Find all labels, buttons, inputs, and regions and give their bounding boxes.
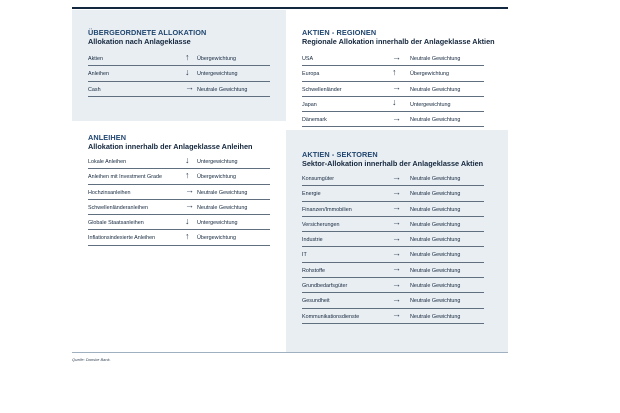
asset-name: Rohstoffe bbox=[302, 267, 325, 274]
allocation-row bbox=[88, 230, 270, 245]
equity-regions-subtitle: Regionale Allokation innerhalb der Anlageklasse Aktien bbox=[302, 37, 495, 46]
allocation-row bbox=[88, 82, 270, 97]
allocation-row bbox=[88, 66, 270, 81]
asset-name: Cash bbox=[88, 86, 101, 93]
weighting-label: Übergewichtung bbox=[197, 56, 236, 62]
bonds-title: ANLEIHEN bbox=[88, 133, 127, 142]
arrow-right-icon: → bbox=[392, 232, 401, 243]
arrow-right-icon: → bbox=[392, 186, 401, 197]
weighting-label: Neutrale Gewichtung bbox=[197, 86, 248, 93]
arrow-down-icon: ↓ bbox=[392, 97, 397, 108]
asset-name: Japan bbox=[302, 101, 317, 108]
arrow-up-icon: ↑ bbox=[185, 51, 190, 62]
asset-name: Industrie bbox=[302, 237, 323, 244]
asset-name: Inflationsindexierte Anleihen bbox=[88, 235, 156, 242]
weighting-label: Neutrale Gewichtung bbox=[410, 252, 461, 259]
allocation-row bbox=[302, 202, 484, 217]
allocation-row bbox=[302, 217, 484, 232]
weighting-label: Neutrale Gewichtung bbox=[197, 204, 248, 211]
arrow-down-icon: ↓ bbox=[185, 154, 190, 165]
weighting-label: Untergewichtung bbox=[197, 220, 238, 227]
arrow-right-icon: → bbox=[392, 217, 401, 228]
weighting-label: Neutrale Gewichtung bbox=[410, 267, 461, 274]
allocation-row bbox=[302, 263, 484, 278]
asset-name: Versicherungen bbox=[302, 221, 340, 228]
weighting-label: Neutrale Gewichtung bbox=[410, 221, 461, 228]
arrow-right-icon: → bbox=[185, 82, 194, 93]
arrow-right-icon: → bbox=[185, 200, 194, 211]
arrow-right-icon: → bbox=[392, 171, 401, 182]
asset-name: USA bbox=[302, 56, 314, 62]
weighting-label: Neutrale Gewichtung bbox=[410, 117, 461, 124]
arrow-down-icon: ↓ bbox=[185, 215, 190, 226]
equity-regions-header bbox=[302, 28, 495, 46]
weighting-label: Neutrale Gewichtung bbox=[410, 86, 461, 93]
arrow-right-icon: → bbox=[392, 202, 401, 213]
equity-sectors-title: AKTIEN - SEKTOREN bbox=[302, 150, 378, 159]
allocation-row bbox=[302, 278, 484, 293]
asset-name: Grundbedarfsgüter bbox=[302, 283, 348, 290]
overall-allocation-subtitle: Allokation nach Anlageklasse bbox=[88, 37, 191, 46]
asset-name: Schwellenländer bbox=[302, 86, 342, 93]
overall-allocation-header bbox=[88, 28, 206, 46]
weighting-label: Neutrale Gewichtung bbox=[410, 176, 461, 182]
arrow-right-icon: → bbox=[185, 185, 194, 196]
overall-allocation-title: ÜBERGEORDNETE ALLOKATION bbox=[88, 28, 207, 37]
arrow-right-icon: → bbox=[392, 51, 401, 62]
arrow-up-icon: ↑ bbox=[185, 230, 190, 241]
allocation-row bbox=[302, 112, 484, 127]
allocation-row bbox=[88, 154, 270, 169]
weighting-label: Neutrale Gewichtung bbox=[410, 206, 461, 213]
asset-name: Anleihen bbox=[88, 71, 109, 78]
arrow-right-icon: → bbox=[392, 247, 401, 258]
asset-name: Gesundheit bbox=[302, 298, 330, 305]
asset-name: Finanzen/Immobilien bbox=[302, 206, 352, 213]
overall-allocation-panel bbox=[72, 10, 286, 121]
arrow-right-icon: → bbox=[392, 263, 401, 274]
allocation-row bbox=[302, 171, 484, 186]
allocation-row bbox=[88, 200, 270, 215]
arrow-up-icon: ↑ bbox=[185, 169, 190, 180]
top-rule bbox=[72, 7, 508, 9]
weighting-label: Neutrale Gewichtung bbox=[410, 298, 461, 305]
allocation-row bbox=[302, 309, 484, 324]
bonds-subtitle: Allokation innerhalb der Anlageklasse Anleihen bbox=[88, 142, 253, 151]
asset-name: Dänemark bbox=[302, 117, 327, 124]
arrow-right-icon: → bbox=[392, 309, 401, 320]
weighting-label: Übergewichtung bbox=[197, 174, 236, 181]
asset-name: Schwellenländeranleihen bbox=[88, 204, 148, 211]
weighting-label: Untergewichtung bbox=[197, 159, 238, 165]
weighting-label: Übergewichtung bbox=[410, 71, 449, 78]
weighting-label: Neutrale Gewichtung bbox=[410, 283, 461, 290]
weighting-label: Neutrale Gewichtung bbox=[197, 189, 248, 196]
weighting-label: Neutrale Gewichtung bbox=[410, 237, 461, 244]
equity-regions-title: AKTIEN - REGIONEN bbox=[302, 28, 377, 37]
weighting-label: Neutrale Gewichtung bbox=[410, 313, 461, 320]
allocation-row bbox=[302, 186, 484, 201]
overall-allocation-list bbox=[88, 51, 270, 97]
weighting-label: Untergewichtung bbox=[197, 71, 238, 78]
asset-name: Anleihen mit Investment Grade bbox=[88, 174, 163, 181]
allocation-row bbox=[88, 185, 270, 200]
bonds-list bbox=[88, 154, 270, 246]
asset-name: Hochzinsanleihen bbox=[88, 189, 131, 196]
allocation-row bbox=[302, 247, 484, 262]
equity-sectors-header bbox=[302, 150, 483, 168]
allocation-row bbox=[302, 232, 484, 247]
asset-name: Globale Staatsanleihen bbox=[88, 220, 144, 227]
allocation-row bbox=[302, 66, 484, 81]
weighting-label: Neutrale Gewichtung bbox=[410, 56, 461, 62]
equity-sectors-panel bbox=[286, 130, 508, 352]
weighting-label: Neutrale Gewichtung bbox=[410, 191, 461, 198]
asset-name: Energie bbox=[302, 191, 321, 198]
equity-regions-panel bbox=[286, 10, 508, 130]
equity-sectors-list bbox=[302, 171, 484, 324]
asset-name: Konsumgüter bbox=[302, 176, 335, 182]
weighting-label: Untergewichtung bbox=[410, 101, 451, 108]
weighting-label: Übergewichtung bbox=[197, 235, 236, 242]
asset-name: Kommunikationsdienste bbox=[302, 313, 360, 320]
allocation-row bbox=[302, 82, 484, 97]
bonds-panel bbox=[72, 121, 286, 352]
allocation-row bbox=[88, 169, 270, 184]
arrow-right-icon: → bbox=[392, 82, 401, 93]
bonds-header bbox=[88, 133, 253, 151]
allocation-row bbox=[88, 215, 270, 230]
arrow-right-icon: → bbox=[392, 293, 401, 304]
allocation-row bbox=[302, 97, 484, 112]
asset-name: Aktien bbox=[88, 56, 103, 62]
allocation-row bbox=[302, 293, 484, 308]
allocation-row bbox=[302, 51, 484, 66]
arrow-down-icon: ↓ bbox=[185, 66, 190, 77]
arrow-right-icon: → bbox=[392, 112, 401, 123]
arrow-right-icon: → bbox=[392, 278, 401, 289]
equity-sectors-subtitle: Sektor-Allokation innerhalb der Anlageklasse Aktien bbox=[302, 159, 484, 168]
allocation-row bbox=[88, 51, 270, 66]
bottom-rule bbox=[72, 352, 508, 353]
asset-name: IT bbox=[302, 252, 307, 259]
equity-regions-list bbox=[302, 51, 484, 127]
asset-name: Lokale Anleihen bbox=[88, 159, 127, 165]
source-note: Quelle: Danske Bank. bbox=[72, 357, 111, 362]
asset-name: Europa bbox=[302, 71, 320, 78]
arrow-up-icon: ↑ bbox=[392, 66, 397, 77]
